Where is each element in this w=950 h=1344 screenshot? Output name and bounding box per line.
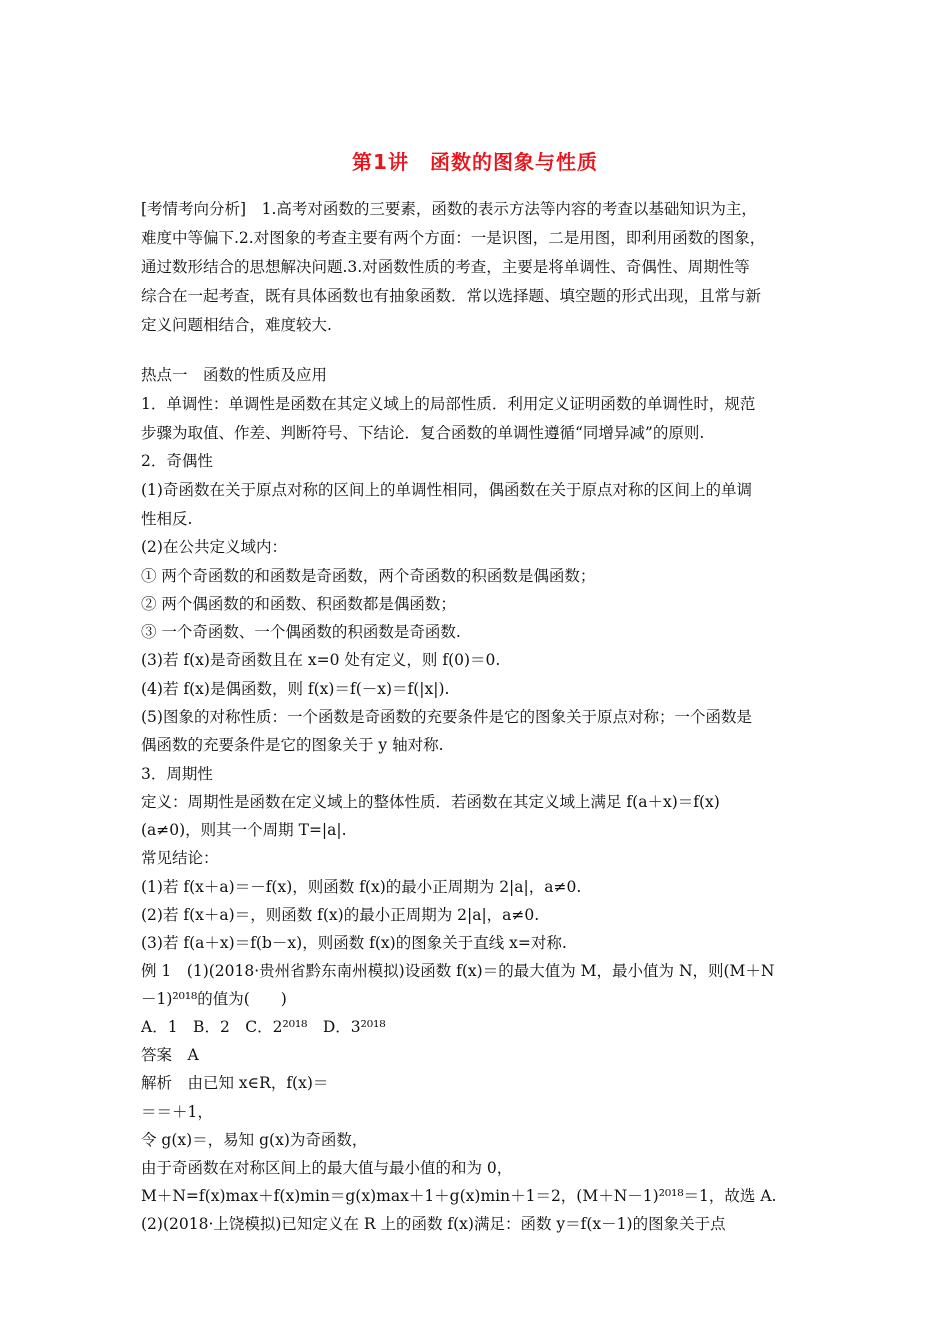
text-line: (3)若 f(x)是奇函数且在 x=0 处有定义，则 f(0)＝0. [141, 651, 501, 669]
solution-line: 解析 由已知 x∈R，f(x)＝ [141, 1074, 329, 1092]
text-line: (3)若 f(a＋x)＝f(b－x)，则函数 f(x)的图象关于直线 x=对称. [141, 934, 567, 952]
section-heading-periodicity: 3．周期性 [141, 765, 213, 783]
text-line: ① 两个奇函数的和函数是奇函数，两个奇函数的积函数是偶函数； [141, 567, 596, 585]
exam-analysis-line-3: 通过数形结合的思想解决问题.3.对函数性质的考查，主要是将单调性、奇偶性、周期性等 [141, 258, 750, 276]
exam-analysis-line-4: 综合在一起考查，既有具体函数也有抽象函数．常以选择题、填空题的形式出现，且常与新 [141, 287, 762, 305]
solution-line: M＋N=f(x)max＋f(x)min＝g(x)max＋1＋g(x)min＋1＝2，(M＋N－1)²⁰¹⁸＝1，故选 A. [141, 1187, 777, 1205]
solution-line: 令 g(x)＝，易知 g(x)为奇函数， [141, 1131, 368, 1149]
exam-analysis-line-1: [考情考向分析] 1.高考对函数的三要素，函数的表示方法等内容的考查以基础知识为主， [141, 200, 757, 218]
solution-line: ＝＝＋1， [141, 1103, 213, 1121]
text-line: (2)若 f(x＋a)＝，则函数 f(x)的最小正周期为 2|a|，a≠0. [141, 906, 540, 924]
exam-analysis-line-5: 定义问题相结合，难度较大. [141, 316, 332, 334]
page-title: 第1讲 函数的图象与性质 [352, 150, 598, 174]
text-line: ③ 一个奇函数、一个偶函数的积函数是奇函数. [141, 623, 461, 641]
text-line: 偶函数的充要条件是它的图象关于 y 轴对称. [141, 736, 444, 754]
section-heading-parity: 2．奇偶性 [141, 452, 213, 470]
text-line: 常见结论： [141, 849, 219, 867]
example-1-line: －1)²⁰¹⁸的值为( ) [141, 990, 287, 1008]
example-1-part-2-line: (2)(2018·上饶模拟)已知定义在 R 上的函数 f(x)满足：函数 y＝f(x－1)的图象关于点 [141, 1215, 726, 1233]
exam-analysis-line-2: 难度中等偏下.2.对图象的考查主要有两个方面：一是识图，二是用图，即利用函数的图象， [141, 229, 766, 247]
text-line: (a≠0)，则其一个周期 T=|a|. [141, 821, 347, 839]
text-line: 定义：周期性是函数在定义域上的整体性质．若函数在其定义域上满足 f(a＋x)＝f(x) [141, 793, 720, 811]
answer-options: A．1 B．2 C．2²⁰¹⁸ D．3²⁰¹⁸ [141, 1018, 386, 1036]
answer-line: 答案 A [141, 1046, 199, 1064]
solution-line: 由于奇函数在对称区间上的最大值与最小值的和为 0， [141, 1159, 513, 1177]
text-line: (2)在公共定义域内： [141, 538, 287, 556]
text-line: (5)图象的对称性质：一个函数是奇函数的充要条件是它的图象关于原点对称；一个函数是 [141, 708, 752, 726]
text-line: (1)若 f(x＋a)＝－f(x)，则函数 f(x)的最小正周期为 2|a|，a≠0. [141, 878, 582, 896]
text-line: 步骤为取值、作差、判断符号、下结论．复合函数的单调性遵循“同增异减”的原则. [141, 424, 705, 442]
hotspot-heading: 热点一 函数的性质及应用 [141, 366, 328, 384]
text-line: (1)奇函数在关于原点对称的区间上的单调性相同，偶函数在关于原点对称的区间上的单调 [141, 481, 752, 499]
example-1-line: 例 1 (1)(2018·贵州省黔东南州模拟)设函数 f(x)＝的最大值为 M，最小值为 N，则(M＋N [141, 962, 775, 980]
text-line: 性相反. [141, 510, 193, 528]
text-line: (4)若 f(x)是偶函数，则 f(x)＝f(－x)＝f(|x|). [141, 680, 450, 698]
text-line: ② 两个偶函数的和函数、积函数都是偶函数； [141, 595, 456, 613]
text-line: 1．单调性：单调性是函数在其定义域上的局部性质．利用定义证明函数的单调性时，规范 [141, 395, 756, 413]
